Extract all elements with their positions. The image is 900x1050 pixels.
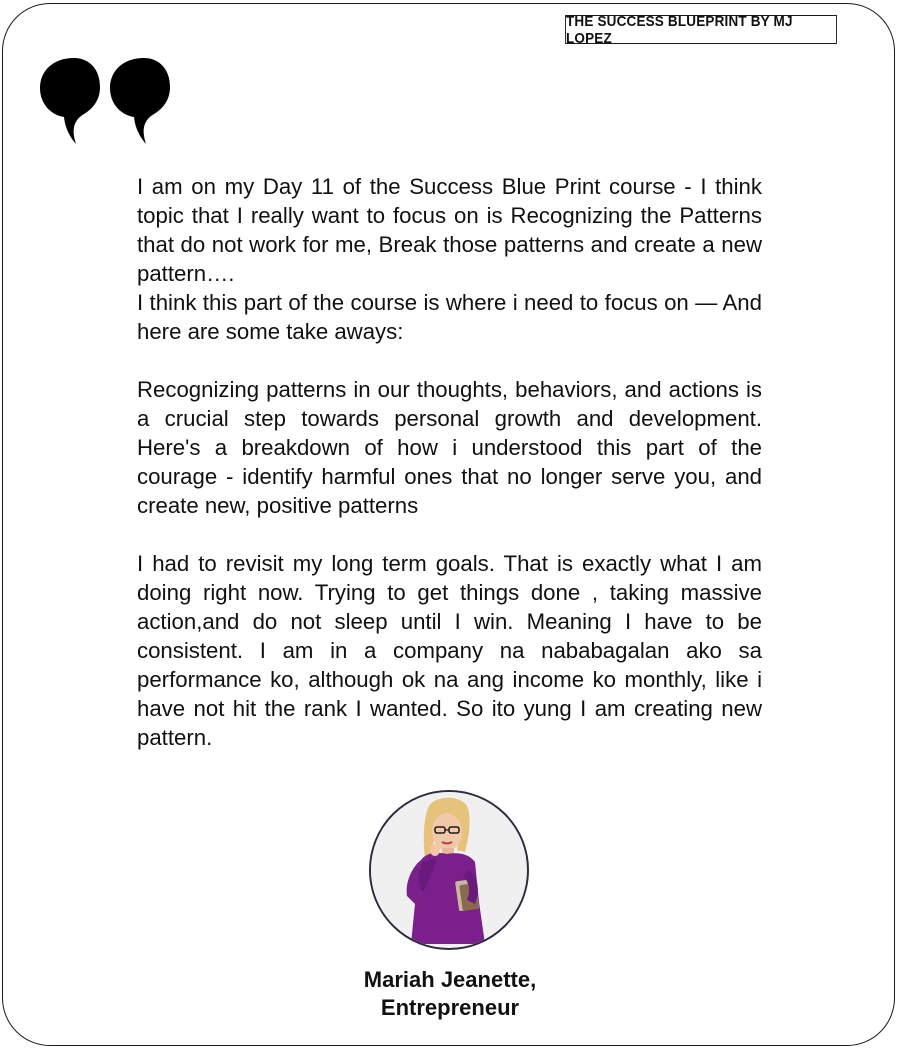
- author-name: Mariah Jeanette,: [363, 967, 537, 992]
- testimonial-body: [137, 172, 762, 752]
- quote-mark-icon: [38, 54, 178, 148]
- author-caption: [250, 966, 650, 1022]
- testimonial-paragraph-2: Recognizing patterns in our thoughts, behaviors, and actions is a crucial step towards personal growth and development. Here's a breakdown of how i understood this part of the courage - identify harmful ones that no longer serve you, and create new, positive patterns: [137, 377, 762, 518]
- testimonial-line: I am on my Day 11 of the Success Blue Print course - I think topic that I really want to focus on is Recognizing the Patterns that do not work for me, Break those patterns and create a new pattern….: [137, 174, 762, 286]
- testimonial-paragraph-3: I had to revisit my long term goals. That is exactly what I am doing right now. Trying to get things done , taking massive action,and do not sleep until I win. Meaning I have to be consistent. I am in a company na nababagalan ako sa performance ko, although ok na ang income ko monthly, like i have not hit the rank I wanted. So ito yung I am creating new pattern.: [137, 551, 762, 750]
- brand-tag: THE SUCCESS BLUEPRINT BY MJ LOPEZ: [565, 15, 837, 44]
- testimonial-line: I think this part of the course is where i need to focus on — And here are some take aways:: [137, 290, 762, 344]
- author-role: Entrepreneur: [380, 995, 520, 1020]
- author-photo: [369, 790, 529, 950]
- testimonial-paragraph-1: [137, 172, 762, 346]
